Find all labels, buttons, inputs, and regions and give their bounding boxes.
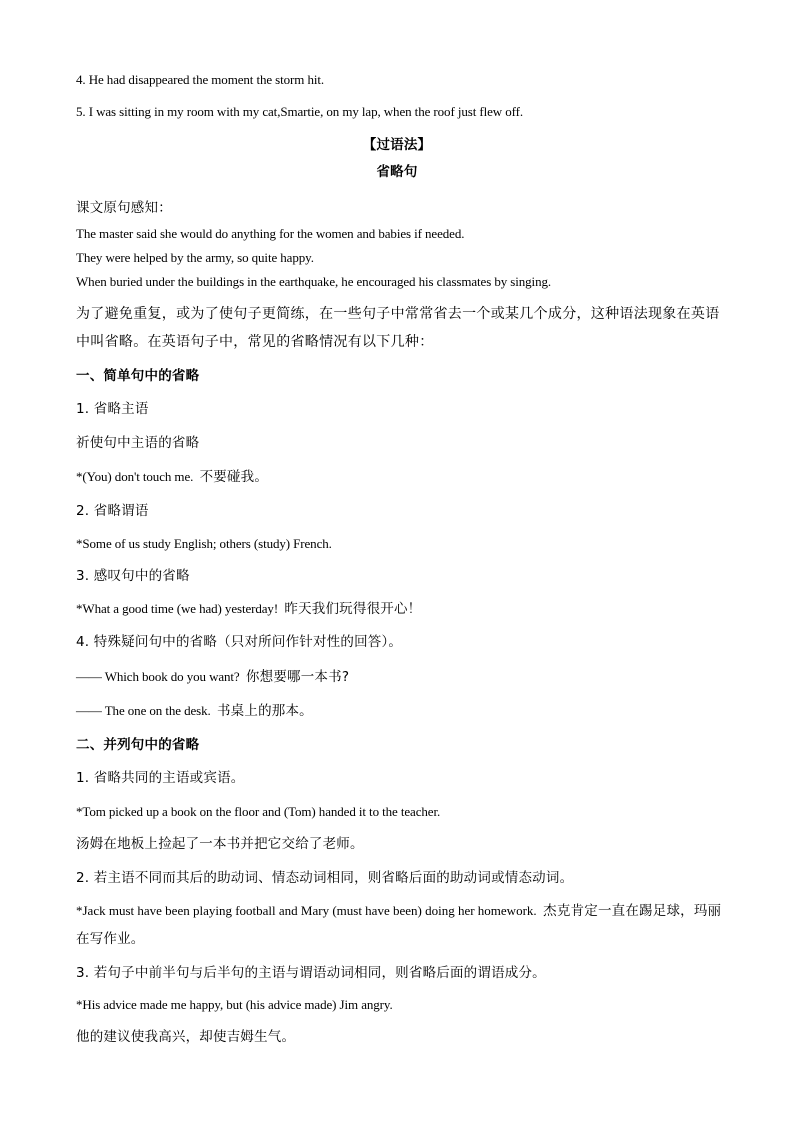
example-cn: 昨天我们玩得很开心！	[284, 601, 422, 617]
part2-heading: 二、并列句中的省略	[76, 737, 200, 753]
sentence-5: 5. I was sitting in my room with my cat,Smartie, on my lap, when the roof just flew off.	[76, 104, 523, 119]
section-title: 【过语法】	[362, 137, 432, 153]
part2-item1-translation: 汤姆在地板上捡起了一本书并把它交给了老师。	[76, 836, 364, 852]
part1-item1-example	[76, 469, 268, 485]
part1-item4-question	[76, 669, 349, 685]
part2-item3-example: *His advice made me happy, but (his advice made) Jim angry.	[76, 997, 393, 1012]
part1-item3-title: 3. 感叹句中的省略	[76, 568, 190, 584]
sentence-4: 4. He had disappeared the moment the storm hit.	[76, 72, 325, 87]
example-sentence-1: The master said she would do anything for the women and babies if needed.	[76, 226, 465, 241]
part2-item3-title: 3. 若句子中前半句与后半句的主语与谓语动词相同，则省略后面的谓语成分。	[76, 965, 546, 981]
part1-item2-title: 2. 省略谓语	[76, 503, 149, 519]
answer-cn: 书桌上的那本。	[216, 703, 313, 719]
example-en: *(You) don't touch me.	[76, 469, 194, 484]
question-en: —— Which book do you want?	[76, 669, 240, 684]
example-en: *What a good time (we had) yesterday!	[76, 601, 279, 616]
answer-en: —— The one on the desk.	[76, 703, 211, 718]
part2-item2-title: 2. 若主语不同而其后的助动词、情态动词相同，则省略后面的助动词或情态动词。	[76, 870, 574, 886]
part1-item4-title: 4. 特殊疑问句中的省略（只对所问作针对性的回答）。	[76, 634, 403, 650]
example-en: *Jack must have been playing football and Mary (must have been) doing her homework.	[76, 903, 537, 918]
example-cn: 不要碰我。	[199, 469, 269, 485]
part2-item3-translation: 他的建议使我高兴，却使吉姆生气。	[76, 1029, 296, 1045]
part1-item1-title: 1. 省略主语	[76, 401, 149, 417]
part2-item1-example: *Tom picked up a book on the floor and (Tom) handed it to the teacher.	[76, 804, 441, 819]
examples-heading: 课文原句感知：	[76, 200, 172, 216]
example-sentence-3: When buried under the buildings in the earthquake, he encouraged his classmates by singing.	[76, 274, 552, 289]
part1-item4-answer	[76, 703, 313, 719]
part2-item2-example	[76, 897, 726, 953]
part1-item2-example: *Some of us study English; others (study) French.	[76, 536, 332, 551]
part1-heading: 一、简单句中的省略	[76, 368, 200, 384]
question-cn: 你想要哪一本书?	[245, 669, 350, 685]
example-cn: 杰克肯定一直在踢足球，玛丽在写作业。	[76, 903, 722, 947]
section-subtitle: 省略句	[376, 164, 418, 180]
example-sentence-2: They were helped by the army, so quite happy.	[76, 250, 314, 265]
part2-item1-title: 1. 省略共同的主语或宾语。	[76, 770, 245, 786]
intro-paragraph: 为了避免重复，或为了使句子更简练，在一些句子中常常省去一个或某几个成分，这种语法现象在英语中叫省略。在英语句子中，常见的省略情况有以下几种：	[76, 306, 720, 350]
part1-item3-example	[76, 601, 421, 617]
part1-item1-desc: 祈使句中主语的省略	[76, 435, 200, 451]
